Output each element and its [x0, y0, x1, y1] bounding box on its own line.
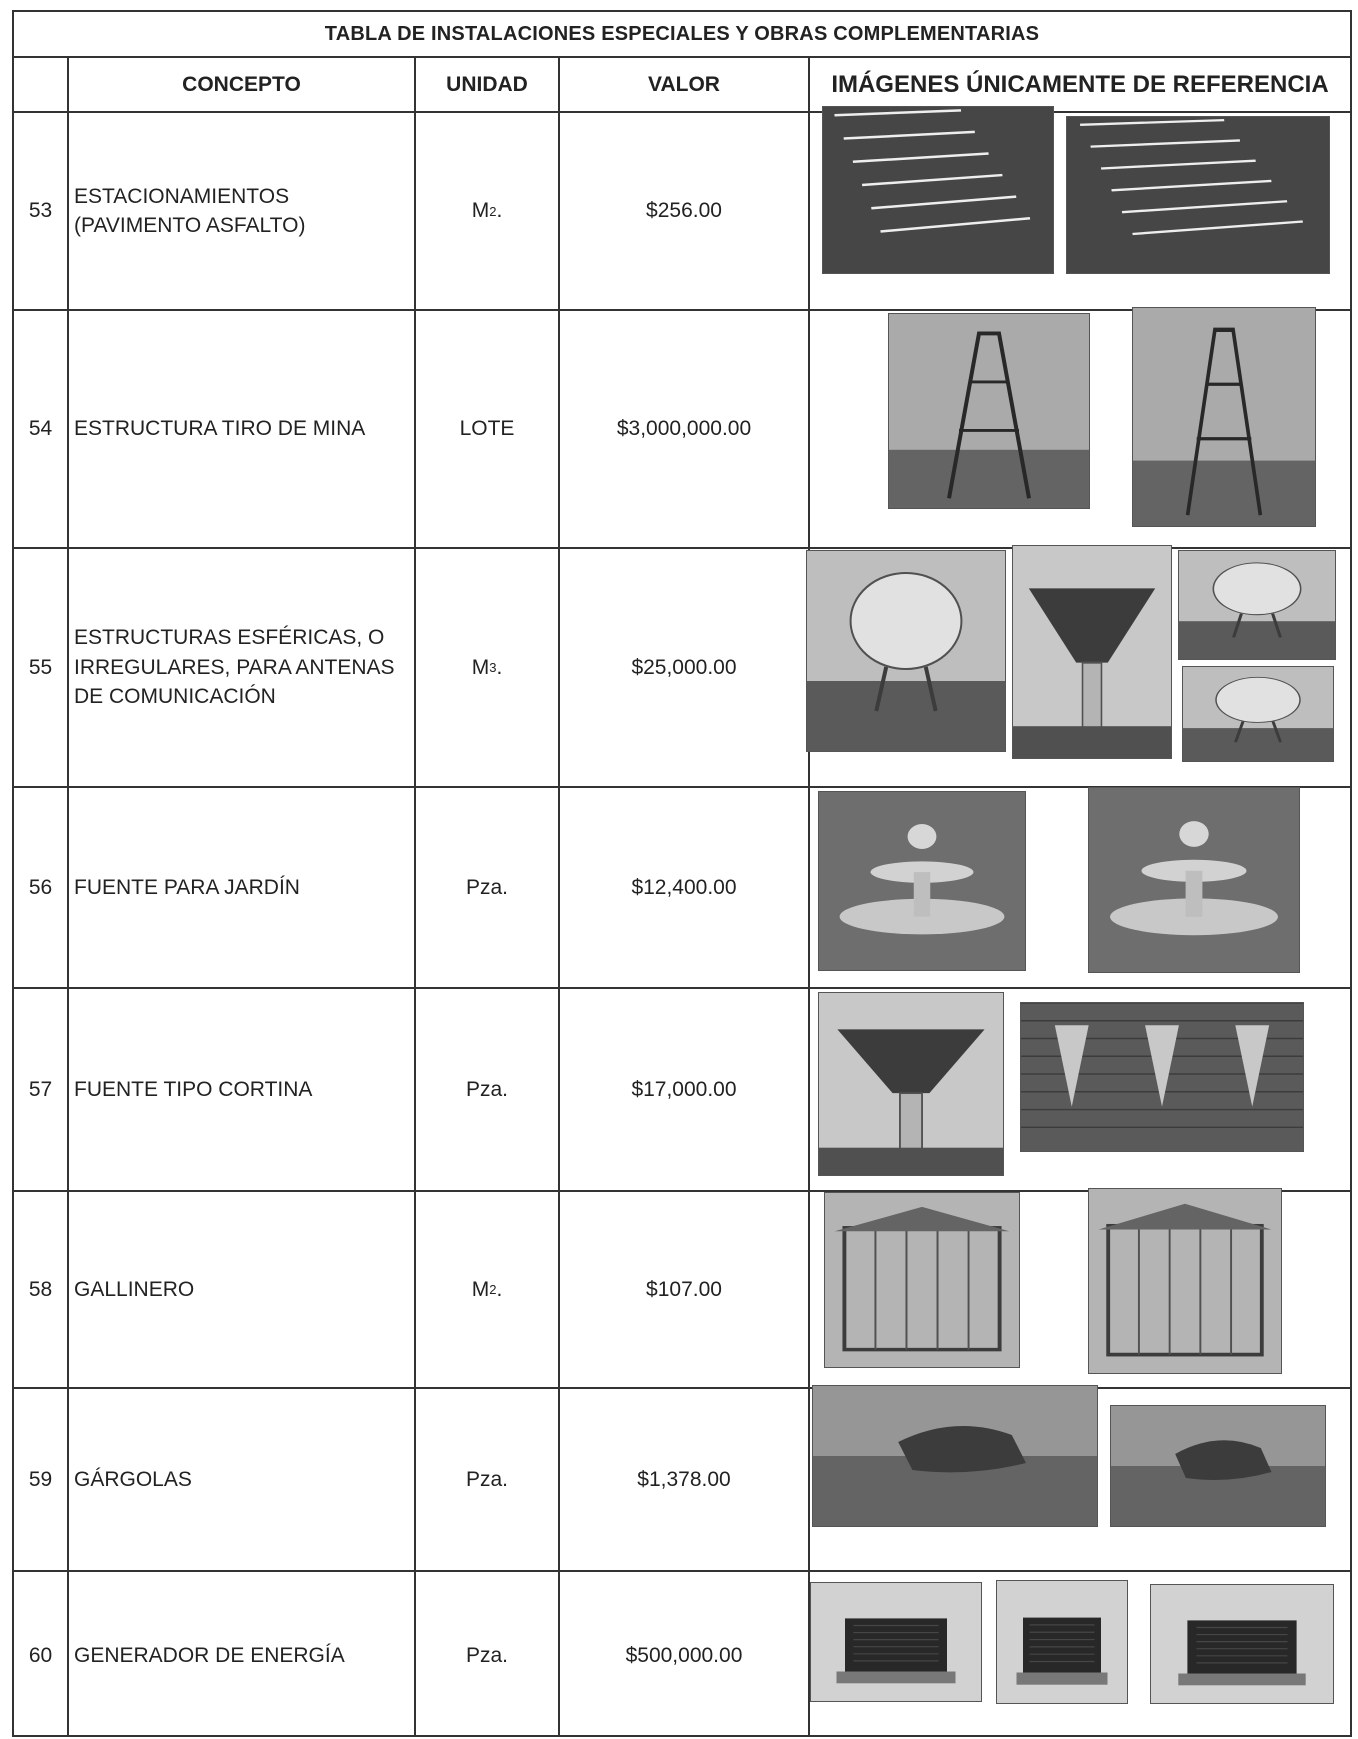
generator-photo: [996, 1580, 1128, 1704]
concept-cell: [69, 1572, 414, 1739]
table-title: TABLA DE INSTALACIONES ESPECIALES Y OBRAS COMPLEMENTARIAS: [14, 12, 1350, 58]
mine-headframe-photo: [888, 313, 1090, 509]
concept-cell: [69, 788, 414, 987]
chicken-coop-photo: [824, 1192, 1020, 1368]
header-unit: UNIDAD: [446, 72, 528, 96]
value-cell: $500,000.00: [625, 1643, 743, 1667]
unit-cell: [416, 1389, 558, 1570]
unit-cell: [416, 989, 558, 1190]
concept-cell: [69, 549, 414, 786]
value-cell: $25,000.00: [631, 655, 737, 679]
value-cell: $3,000,000.00: [616, 417, 752, 440]
concept-line: DE COMUNICACIÓN: [74, 685, 276, 709]
unit-cell: [416, 113, 558, 309]
concept-line: ESTRUCTURA TIRO DE MINA: [74, 417, 366, 441]
concept-line: GÁRGOLAS: [74, 1467, 192, 1491]
unit-base: Pza.: [465, 1643, 509, 1667]
concept-line: (PAVIMENTO ASFALTO): [74, 214, 306, 237]
unit-base: Pza.: [465, 1467, 509, 1491]
unit-base: M: [471, 1277, 490, 1301]
concept-line: GENERADOR DE ENERGÍA: [74, 1643, 345, 1667]
row-number: 58: [28, 1277, 53, 1301]
water-tower-photo: [1012, 545, 1172, 759]
header-images: IMÁGENES ÚNICAMENTE DE REFERENCIA: [831, 70, 1329, 98]
row-number: 59: [28, 1467, 53, 1491]
unit-base: LOTE: [459, 417, 515, 440]
unit-suffix: .: [496, 655, 503, 679]
value-cell: $107.00: [646, 1277, 722, 1301]
concept-line: ESTACIONAMIENTOS: [74, 184, 290, 208]
concept-cell: [69, 989, 414, 1190]
row-number: 60: [28, 1643, 53, 1667]
unit-cell: [416, 311, 558, 547]
radar-dome-photo: [1182, 666, 1334, 762]
waterfall-curtain-photo: [818, 992, 1004, 1176]
unit-base: M: [471, 655, 490, 679]
row-number: 54: [28, 417, 53, 440]
concept-line: GALLINERO: [74, 1277, 195, 1301]
header-value: VALOR: [648, 72, 720, 96]
unit-cell: [416, 549, 558, 786]
header-concept: CONCEPTO: [182, 72, 301, 96]
unit-cell: [416, 1192, 558, 1387]
row-number: 57: [28, 1077, 53, 1101]
unit-base: Pza.: [465, 875, 509, 899]
concept-cell: [69, 1389, 414, 1570]
parking-lot-photo: [822, 106, 1054, 274]
value-cell: $12,400.00: [631, 875, 737, 899]
gargoyle-photo: [1110, 1405, 1326, 1527]
radar-dome-photo: [806, 550, 1006, 752]
value-cell: $17,000.00: [631, 1077, 737, 1101]
gargoyle-photo: [812, 1385, 1098, 1527]
unit-base: M: [471, 199, 490, 222]
radar-dome-photo: [1178, 550, 1336, 660]
concept-cell: [69, 1192, 414, 1387]
row-number: 56: [28, 875, 53, 899]
mine-headframe-photo: [1132, 307, 1316, 527]
fountain-photo: [818, 791, 1026, 971]
value-cell: $256.00: [646, 199, 722, 222]
unit-base: Pza.: [465, 1077, 509, 1101]
unit-exponent: 2: [489, 203, 497, 219]
concept-line: FUENTE TIPO CORTINA: [74, 1077, 313, 1101]
value-cell: $1,378.00: [637, 1467, 731, 1491]
column-divider: [808, 56, 810, 1735]
fountain-photo: [1088, 787, 1300, 973]
row-number: 55: [28, 655, 53, 679]
concept-line: ESTRUCTURAS ESFÉRICAS, O: [74, 626, 385, 650]
unit-suffix: .: [496, 1277, 503, 1301]
unit-exponent: 2: [489, 1282, 497, 1297]
unit-suffix: .: [496, 199, 503, 222]
generator-photo: [1150, 1584, 1334, 1704]
unit-cell: [416, 788, 558, 987]
unit-cell: [416, 1572, 558, 1739]
row-number: 53: [28, 199, 53, 222]
parking-lot-photo: [1066, 116, 1330, 274]
concept-cell: [69, 113, 414, 309]
concept-line: FUENTE PARA JARDÍN: [74, 875, 300, 899]
chicken-coop-photo: [1088, 1188, 1282, 1374]
concept-line: IRREGULARES, PARA ANTENAS: [74, 655, 395, 679]
generator-photo: [810, 1582, 982, 1702]
concept-cell: [69, 311, 414, 547]
stone-wall-fountain-photo: [1020, 1002, 1304, 1152]
specs-table: [12, 10, 1352, 1737]
unit-exponent: 3: [489, 660, 497, 675]
